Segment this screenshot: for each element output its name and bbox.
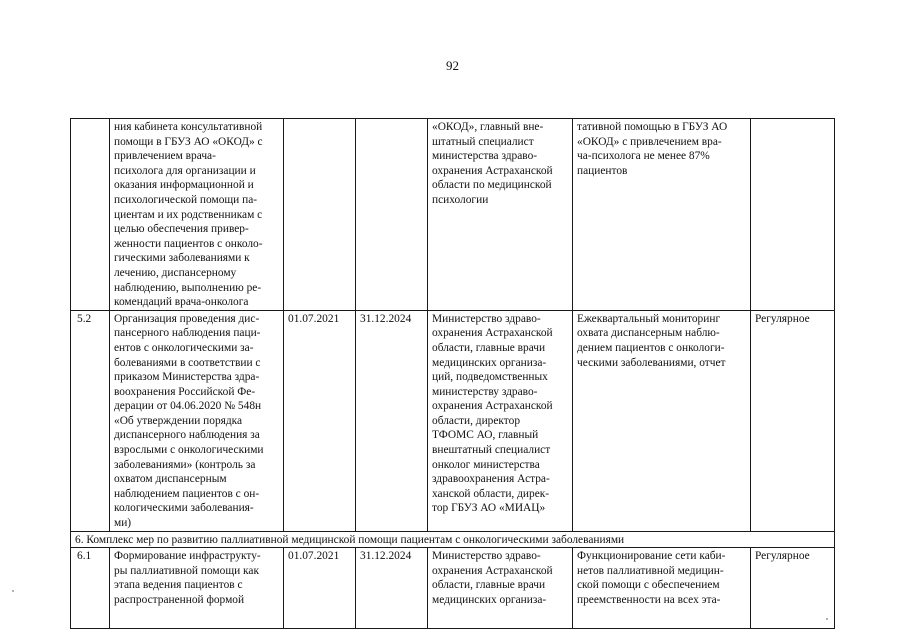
scan-speck xyxy=(12,590,14,592)
page-number: 92 xyxy=(446,58,459,73)
cell-responsible: Министерство здраво- охранения Астраханской области, главные врачи медицинских организа- ций, подведомственных министерству здраво- охранения Астраханской области, директор ТФОМС АО, главный внештатный специалист онколог министерства здравоохранения Астра- ханской области, дирек- тор ГБУЗ АО «МИАЦ» xyxy=(428,310,573,531)
cell-periodicity: Регулярное xyxy=(751,310,835,531)
table-row xyxy=(71,548,835,629)
table-row xyxy=(71,119,835,311)
plan-table xyxy=(70,118,835,629)
cell-end-date: 31.12.2024 xyxy=(356,310,428,531)
cell-result: Ежеквартальный мониторинг охвата диспансерным наблю- дением пациентов с онкологи- ческими заболеваниями, отчет xyxy=(573,310,751,531)
cell-responsible-text: Министерство здраво- охранения Астраханской области, главные врачи медицинских организа- xyxy=(432,550,553,606)
table-row xyxy=(71,310,835,531)
cell-responsible: «ОКОД», главный вне- штатный специалист министерства здраво- охранения Астраханской области по медицинской психологии xyxy=(428,119,573,311)
cell-number: 6.1 xyxy=(71,548,110,629)
cell-activity: ния кабинета консультативной помощи в ГБУЗ АО «ОКОД» с привлечением врача- психолога для организации и оказания информационной и психологической помощи па- циентам и их родственникам с целью обеспечения привер- женности пациентов с онколо- гическими заболеваниями к лечению, диспансерному наблюдению, выполнению ре- комендаций врача-онколога xyxy=(110,119,284,311)
cell-periodicity xyxy=(751,119,835,311)
cell-responsible xyxy=(428,548,573,629)
cell-result xyxy=(573,548,751,629)
cell-periodicity: Регулярное xyxy=(751,548,835,629)
cell-start-date: 01.07.2021 xyxy=(284,310,356,531)
cell-start-date xyxy=(284,119,356,311)
cell-activity: Организация проведения дис- пансерного наблюдения паци- ентов с онкологическими за- болеваниями в соответствии с приказом Министерства здра- воохранения Российской Фе- дерации от 04.06.2020 № 548н «Об утверждении порядка диспансерного наблюдения за взрослыми с онкологическими заболеваниями» (контроль за охватом диспансерным наблюдением пациентов с он- кологическими заболевания- ми) xyxy=(110,310,284,531)
cell-activity xyxy=(110,548,284,629)
cell-activity-text: Формирование инфраструкту- ры паллиативной помощи как этапа ведения пациентов с распространенной формой xyxy=(114,550,261,606)
section-heading: 6. Комплекс мер по развитию паллиативной медицинской помощи пациентам с онкологическими заболеваниями xyxy=(71,531,835,548)
cell-result-text: Функционирование сети каби- нетов паллиативной медицин- ской помощи с обеспечением преемственности на всех эта- xyxy=(577,550,726,606)
cell-end-date: 31.12.2024 xyxy=(356,548,428,629)
section-heading-row xyxy=(71,531,835,548)
cell-number: 5.2 xyxy=(71,310,110,531)
cell-end-date xyxy=(356,119,428,311)
cell-start-date: 01.07.2021 xyxy=(284,548,356,629)
cell-number xyxy=(71,119,110,311)
scan-speck xyxy=(826,618,828,620)
cell-result: тативной помощью в ГБУЗ АО «ОКОД» с привлечением вра- ча-психолога не менее 87% пациентов xyxy=(573,119,751,311)
